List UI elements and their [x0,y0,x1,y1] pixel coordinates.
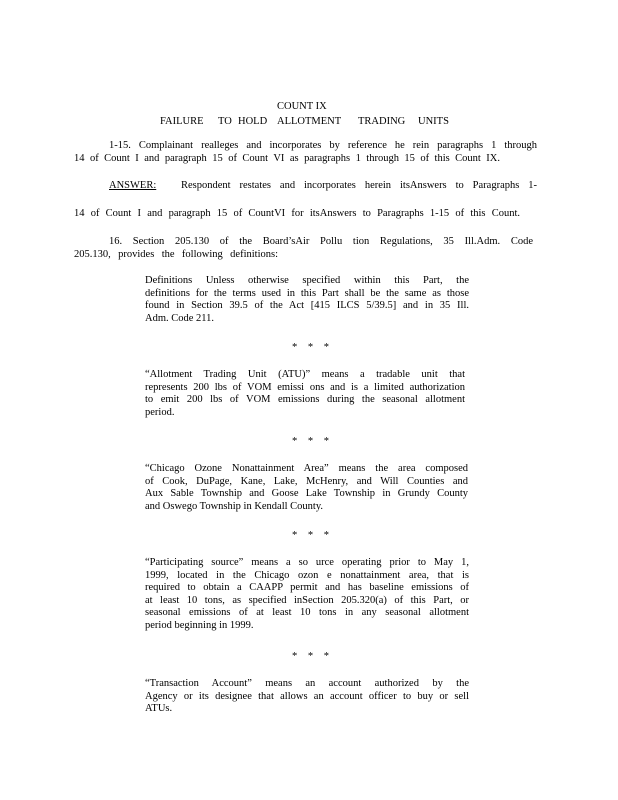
definition-intro: Definitions Unless otherwise specified within this Part, the definitions for the terms used in this Part shall be the same as those found in Section 39.5 of the Act [415 ILCS 5/39.5] and in 35 Ill. Adm. Code 211. [145,275,469,324]
para-1-15-line-1: 1-15. Complainant realleges and incorporates by reference he rein paragraphs 1 through [109,140,537,151]
separator-stars: * * * [292,436,333,447]
para-16-line-1: 16. Section 205.130 of the Board’sAir Pollu tion Regulations, 35 Ill.Adm. Code [109,236,533,247]
definition-atu: “Allotment Trading Unit (ATU)” means a tradable unit that represents 200 lbs of VOM emissi ons and is a limited authorization to emit 200 lbs of VOM emissions during the seasonal allotment period. [145,369,465,418]
definition-transaction-account: “Transaction Account” means an account authorized by the Agency or its designee that allows an account officer to buy or sell ATUs. [145,678,469,714]
heading-hold: HOLD [238,116,268,127]
heading-units: UNITS [418,116,449,127]
para-1-15-line-2: 14 of Count I and paragraph 15 of Count VI as paragraphs 1 through 15 of this Count IX. [74,153,500,164]
heading-underline-row [160,116,456,129]
separator-stars: * * * [292,651,333,662]
separator-stars: * * * [292,530,333,541]
heading-to: TO [218,116,232,127]
heading-failure: FAILURE [160,116,204,127]
answer-line-1: Respondent restates and incorporates herein itsAnswers to Paragraphs 1- [181,180,537,191]
para-16-line-2: 205.130, provides the following definitions: [74,249,278,260]
heading-trading: TRADING [358,116,406,127]
count-title: COUNT IX [277,101,327,112]
heading-allotment: ALLOTMENT [277,116,342,127]
separator-stars: * * * [292,342,333,353]
answer-label: ANSWER: [109,180,157,191]
definition-chicago-ozone-area: “Chicago Ozone Nonattainment Area” means the area composed of Cook, DuPage, Kane, Lake, McHenry, and Will Counties and Aux Sable Township and Goose Lake Township in Grundy County and Oswego Township in Kendall County. [145,463,468,512]
answer-line-2: 14 of Count I and paragraph 15 of CountVI for itsAnswers to Paragraphs 1-15 of this Count. [74,208,520,219]
definition-participating-source: “Participating source” means a so urce operating prior to May 1, 1999, located in the Chicago ozon e nonattainment area, that is required to obtain a CAAPP permit and has baseline emissions of at least 10 tons, as specified inSection 205.320(a) of this Part, or seasonal emissions of at least 10 tons in any seasonal allotment period beginning in 1999. [145,557,469,631]
